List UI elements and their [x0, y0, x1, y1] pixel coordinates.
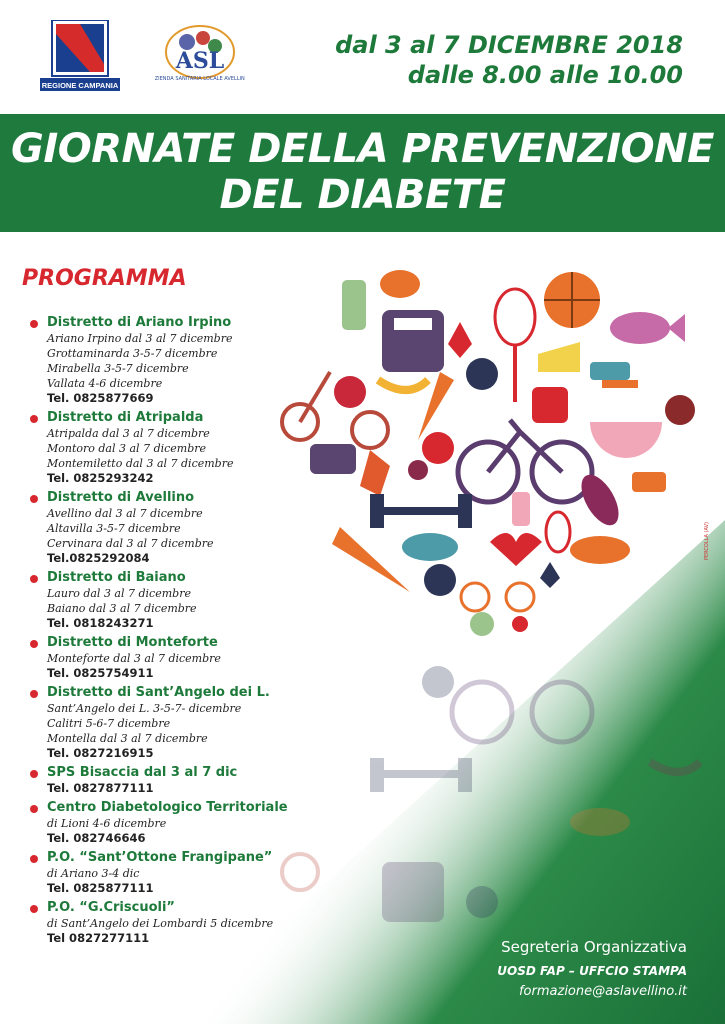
heart-of-healthy-icons-illustration — [270, 262, 710, 922]
broccoli-icon — [665, 395, 695, 425]
bottle-icon — [342, 280, 366, 330]
strawberry-big-icon — [360, 450, 390, 496]
entry-heading: Distretto di Atripalda — [47, 410, 204, 425]
entry-schedule-line: di Lioni 4-6 dicembre — [47, 817, 167, 830]
credit-vertical-text: PERCOLLA (AV) — [704, 522, 710, 560]
entry-heading: Distretto di Ariano Irpino — [47, 315, 232, 330]
scooter-icon — [282, 372, 388, 448]
entry-heading: Centro Diabetologico Territoriale — [47, 800, 288, 815]
title-line-1: GIORNATE DELLA PREVENZIONE — [11, 126, 714, 172]
entry-heading: Distretto di Monteforte — [47, 635, 218, 650]
entry-schedule-line: Grottaminarda 3-5-7 dicembre — [47, 347, 218, 360]
orange-icon — [380, 270, 420, 298]
entry-heading: P.O. “Sant’Ottone Frangipane” — [47, 850, 273, 865]
bullet-icon — [30, 690, 38, 698]
tape-measure-icon — [590, 362, 630, 380]
bullet-icon — [30, 905, 38, 913]
racket-small-icon — [546, 512, 570, 552]
onion-icon — [334, 376, 366, 408]
bottle-pink-icon — [512, 492, 530, 526]
grapes-icon — [408, 460, 428, 480]
dumbbell-small-icon — [602, 380, 638, 388]
strawberry-icon — [448, 322, 472, 358]
basketball-icon — [544, 272, 600, 328]
tennis-racket-icon — [495, 289, 535, 402]
bullet-icon — [30, 855, 38, 863]
bicycle-icon — [458, 420, 592, 502]
entry-heading: Distretto di Avellino — [47, 490, 195, 505]
entry-schedule-line: Lauro dal 3 al 7 dicembre — [47, 587, 191, 600]
footer-email: formazione@aslavellino.it — [518, 984, 687, 999]
bullet-icon — [30, 415, 38, 423]
event-dates — [335, 30, 683, 90]
scale-icon — [382, 310, 444, 372]
eggplant-icon — [574, 469, 626, 531]
entry-phone: Tel. 0825754911 — [47, 666, 154, 680]
entry-schedule-line: Altavilla 3-5-7 dicembre — [47, 522, 181, 535]
rugby-ball-icon — [570, 536, 630, 564]
entry-schedule-line: Sant’Angelo dei L. 3-5-7- dicembre — [47, 702, 242, 715]
entry-schedule-line: di Ariano 3-4 dic — [47, 867, 140, 880]
entry-schedule-line: di Sant’Angelo dei Lombardi 5 dicembre — [47, 917, 274, 930]
rollerblade-icon — [310, 444, 356, 474]
entry-phone: Tel 0827277111 — [47, 931, 150, 945]
bullet-icon — [30, 805, 38, 813]
banana-icon — [378, 380, 428, 390]
entry-schedule-line: Calitri 5-6-7 dicembre — [47, 717, 171, 730]
skate-icon — [632, 472, 666, 492]
apple-icon — [422, 432, 454, 464]
bullet-icon — [30, 495, 38, 503]
entry-schedule-line: Avellino dal 3 al 7 dicembre — [47, 507, 203, 520]
entry-schedule-line: Vallata 4-6 dicembre — [47, 377, 163, 390]
reflection-icons — [282, 666, 700, 922]
apple-bottom-icon — [512, 616, 528, 632]
entry-phone: Tel. 0825293242 — [47, 471, 154, 485]
entry-phone: Tel. 082746646 — [47, 831, 146, 845]
fish-icon — [610, 312, 685, 344]
bowl-noodles-icon — [424, 564, 456, 596]
entry-phone: Tel. 0825877111 — [47, 881, 154, 895]
entry-phone: Tel. 0825877669 — [47, 391, 154, 405]
tablet-scale-icon — [532, 387, 568, 423]
small-bicycle-icon — [461, 583, 534, 611]
entry-schedule-line: Montella dal 3 al 7 dicembre — [47, 732, 208, 745]
entry-phone: Tel. 0818243271 — [47, 616, 154, 630]
footer-office: UOSD FAP – UFFCIO STAMPA — [497, 964, 687, 978]
entry-heading: SPS Bisaccia dal 3 al 7 dic — [47, 765, 238, 780]
regione-campania-text: REGIONE CAMPANIA — [41, 81, 119, 90]
heart-monitor-icon — [490, 533, 542, 566]
carrot-2-icon — [332, 527, 410, 592]
programma-heading: PROGRAMMA — [22, 266, 187, 291]
bowl-icon — [590, 422, 662, 458]
entry-heading: Distretto di Sant’Angelo dei L. — [47, 685, 270, 700]
entry-schedule-line: Baiano dal 3 al 7 dicembre — [47, 602, 197, 615]
entry-phone: Tel. 0827877111 — [47, 781, 154, 795]
bullet-icon — [30, 640, 38, 648]
title-line-2: DEL DIABETE — [219, 172, 506, 218]
footer — [497, 937, 687, 1001]
entry-phone: Tel.0825292084 — [47, 551, 150, 565]
tape-measure-2-icon — [402, 533, 458, 561]
strawberry-small-icon — [540, 562, 560, 588]
entry-schedule-line: Ariano Irpino dal 3 al 7 dicembre — [47, 332, 233, 345]
dumbbell-icon — [370, 494, 472, 528]
entry-schedule-line: Cervinara dal 3 al 7 dicembre — [47, 537, 214, 550]
entry-schedule-line: Monteforte dal 3 al 7 dicembre — [47, 652, 221, 665]
cheese-icon — [538, 342, 580, 372]
page-title — [0, 126, 725, 218]
entry-heading: P.O. “G.Criscuoli” — [47, 900, 175, 915]
entry-schedule-line: Montemiletto dal 3 al 7 dicembre — [47, 457, 234, 470]
entry-heading: Distretto di Baiano — [47, 570, 186, 585]
bullet-icon — [30, 575, 38, 583]
footer-segreteria: Segreteria Organizzativa — [501, 938, 687, 956]
entry-schedule-line: Montoro dal 3 al 7 dicembre — [47, 442, 207, 455]
entry-phone: Tel. 0827216915 — [47, 746, 154, 760]
regione-campania-logo — [40, 20, 120, 92]
asl-avellino-logo — [155, 22, 245, 94]
title-banner — [0, 114, 725, 232]
broccoli-bottom-icon — [470, 612, 494, 636]
time-range: dalle 8.00 alle 10.00 — [407, 61, 683, 89]
asl-sub-text: AZIENDA SANITARIA LOCALE AVELLINO — [155, 76, 245, 82]
entry-schedule-line: Atripalda dal 3 al 7 dicembre — [47, 427, 210, 440]
bullet-icon — [30, 770, 38, 778]
bullet-icon — [30, 320, 38, 328]
tennis-ball-icon — [466, 358, 498, 390]
date-range: dal 3 al 7 DICEMBRE 2018 — [335, 31, 683, 59]
entry-schedule-line: Mirabella 3-5-7 dicembre — [47, 362, 189, 375]
asl-text: ASL — [175, 48, 225, 74]
